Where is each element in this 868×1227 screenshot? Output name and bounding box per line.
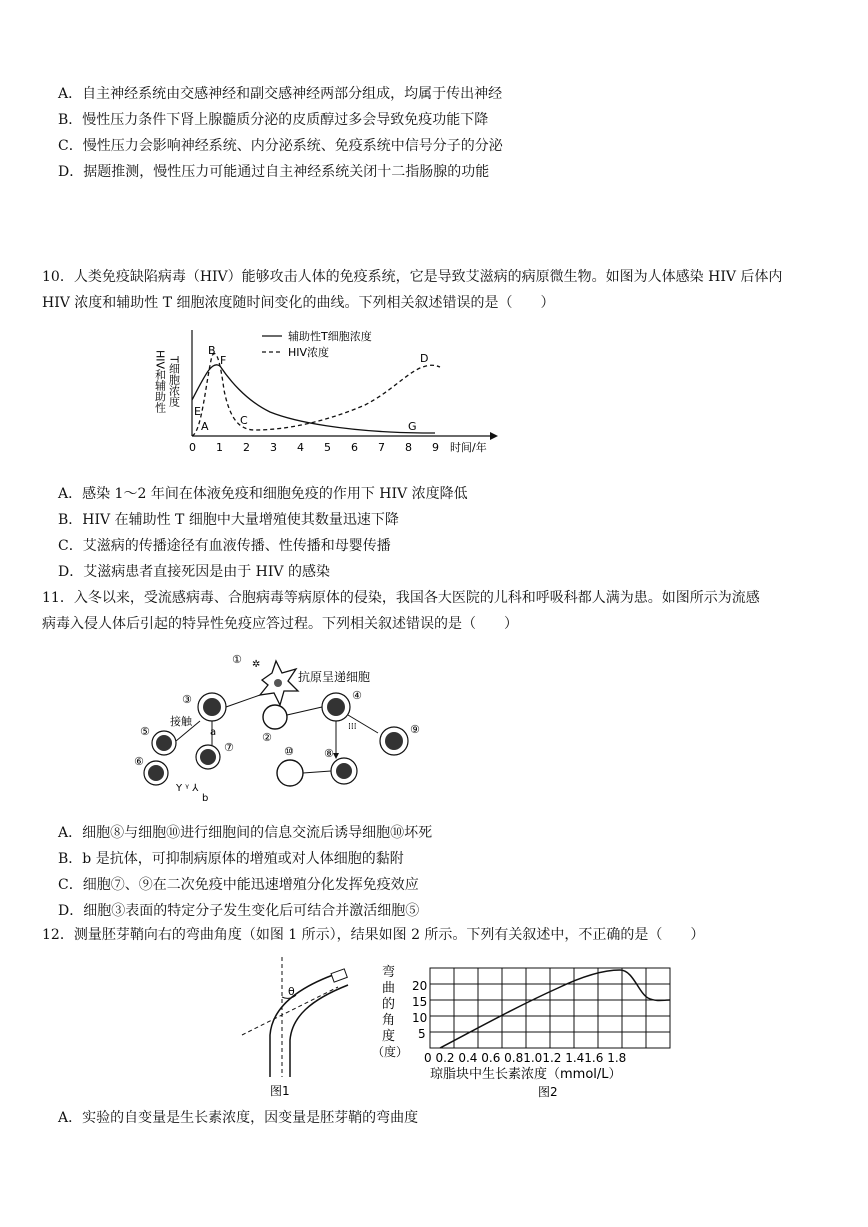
q10-option-d: D．艾滋病患者直接死因是由于 HIV 的感染 <box>58 564 330 580</box>
q10-legend-solid: 辅助性T细胞浓度 <box>288 330 372 343</box>
q12-ylabel-char: 曲 <box>382 981 396 996</box>
q11-option-a: A．细胞⑧与细胞⑩进行细胞间的信息交流后诱导细胞⑩坏死 <box>58 825 433 841</box>
q11-option-c: C．细胞⑦、⑨在二次免疫中能迅速增殖分化发挥免疫效应 <box>58 877 419 893</box>
q11-option-d: D．细胞③表面的特定分子发生变化后可结合并激活细胞⑤ <box>58 903 420 919</box>
q12-fig1-caption: 图1 <box>270 1084 290 1098</box>
q10-stem-line1: 10．人类免疫缺陷病毒（HIV）能够攻击人体的免疫系统，它是导致艾滋病的病原微生物。如图为人体感染 HIV 后体内 <box>42 269 783 285</box>
q12-theta: θ <box>288 985 295 998</box>
q12-ytick: 20 <box>412 979 428 993</box>
q12-ylabel-char: 弯 <box>382 965 396 980</box>
q9-option-c: C．慢性压力会影响神经系统、内分泌系统、免疫系统中信号分子的分泌 <box>58 138 503 154</box>
cell-10 <box>277 760 303 786</box>
num-2: ② <box>262 731 272 744</box>
q12-fig2-caption: 图2 <box>538 1085 558 1099</box>
q10-xtick: 5 <box>324 441 331 454</box>
q10-option-b: B．HIV 在辅助性 T 细胞中大量增殖使其数量迅速下降 <box>58 512 399 528</box>
num-10: ⑩ <box>284 745 294 758</box>
q9-option-a: A．自主神经系统由交感神经和副交感神经两部分组成，均属于传出神经 <box>58 86 503 102</box>
svg-text:Y ᵞ ⅄: Y ᵞ ⅄ <box>176 783 199 794</box>
q10-label-d: D <box>420 352 429 365</box>
q12-stem: 12．测量胚芽鞘向右的弯曲角度（如图 1 所示），结果如图 2 所示。下列有关叙述中，不正确的是（ ） <box>42 927 705 943</box>
q10-xtick: 2 <box>243 441 250 454</box>
q12-figure-2 <box>368 962 688 1102</box>
q12-ylabel-char: 度 <box>382 1029 396 1044</box>
q12-option-a: A．实验的自变量是生长素浓度，因变量是胚芽鞘的弯曲度 <box>58 1110 419 1126</box>
num-7: ⑦ <box>224 741 234 754</box>
num-9: ⑨ <box>410 723 420 736</box>
q10-hiv-figure <box>150 320 510 460</box>
q11-immune-figure <box>134 653 460 805</box>
q12-ytick: 5 <box>418 1027 426 1041</box>
q12-ylabel-char: 的 <box>382 997 396 1012</box>
q10-xtick: 4 <box>297 441 304 454</box>
q10-xtick: 7 <box>378 441 385 454</box>
q11-stem-line1: 11．入冬以来，受流感病毒、合胞病毒等病原体的侵染，我国各大医院的儿科和呼吸科都人满为患。如图所示为流感 <box>42 590 760 606</box>
q9-option-d: D．据题推测，慢性压力可能通过自主神经系统关闭十二指肠腺的功能 <box>58 164 490 180</box>
q10-stem-line2: HIV 浓度和辅助性 T 细胞浓度随时间变化的曲线。下列相关叙述错误的是（ ） <box>42 295 555 311</box>
q10-xtick: 9 <box>432 441 439 454</box>
q10-label-b: B <box>208 344 216 357</box>
q10-xtick: 8 <box>405 441 412 454</box>
q12-ylabel-char: 角 <box>382 1013 396 1028</box>
q11-stem-line2: 病毒入侵人体后引起的特异性免疫应答过程。下列相关叙述错误的是（ ） <box>42 616 518 632</box>
num-3: ③ <box>182 693 192 706</box>
cell-2 <box>263 705 287 729</box>
q10-xtick: 1 <box>216 441 223 454</box>
q12-figure-1 <box>238 955 368 1100</box>
q10-option-c: C．艾滋病的传播途径有血液传播、性传播和母婴传播 <box>58 538 391 554</box>
q12-ylabel-char: （度） <box>372 1045 409 1059</box>
q11-label-b: b <box>202 793 209 804</box>
q12-ytick: 15 <box>412 995 428 1009</box>
q10-xlabel: 时间/年 <box>450 441 487 454</box>
q11-apc-label: 抗原呈递细胞 <box>298 670 371 684</box>
q12-xticks: 0 0.2 0.4 0.6 0.81.01.2 1.41.6 1.8 <box>424 1051 627 1065</box>
q10-legend-dashed: HIV浓度 <box>288 346 330 359</box>
q11-option-b: B．b 是抗体，可抑制病原体的增殖或对人体细胞的黏附 <box>58 851 404 867</box>
q10-xtick: 0 <box>189 441 196 454</box>
q10-ylabel-2: T细胞浓度 <box>167 356 181 407</box>
q11-contact-label: 接触 <box>170 715 192 728</box>
q10-option-a: A．感染 1～2 年间在体液免疫和细胞免疫的作用下 HIV 浓度降低 <box>58 486 468 502</box>
q10-ylabel-1: HIV和辅助性 <box>153 350 167 414</box>
num-5: ⑤ <box>140 725 150 738</box>
svg-text:⁞⁞⁞: ⁞⁞⁞ <box>348 722 357 732</box>
q10-label-g: G <box>408 420 417 433</box>
q10-label-f: F <box>220 354 227 367</box>
q10-label-c: C <box>240 414 248 427</box>
q10-label-e: E <box>194 405 201 418</box>
q11-label-a: a <box>210 727 217 738</box>
q12-xlabel: 琼脂块中生长素浓度（mmol/L） <box>430 1067 622 1082</box>
num-1: ① <box>232 653 242 666</box>
num-4: ④ <box>352 689 362 702</box>
q10-label-a: A <box>201 420 209 433</box>
q12-curve <box>440 970 670 1048</box>
num-6: ⑥ <box>134 755 144 768</box>
num-8: ⑧ <box>324 747 334 760</box>
q9-option-b: B．慢性压力条件下肾上腺髓质分泌的皮质醇过多会导致免疫功能下降 <box>58 112 489 128</box>
q10-xtick: 3 <box>270 441 277 454</box>
q10-xtick: 6 <box>351 441 358 454</box>
svg-text:✲: ✲ <box>252 659 261 670</box>
q12-ytick: 10 <box>412 1011 428 1025</box>
